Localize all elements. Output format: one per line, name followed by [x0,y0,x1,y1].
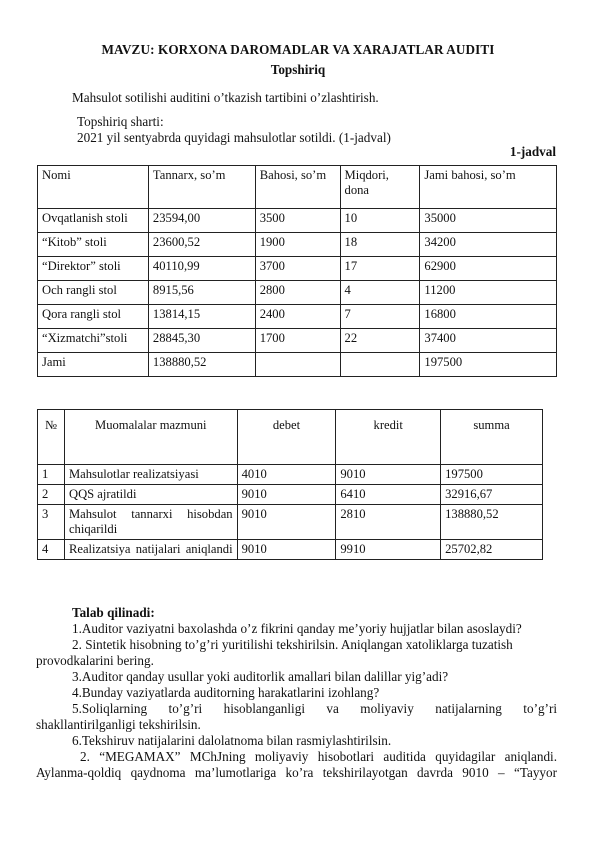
table-header-row [38,166,557,209]
table-cell: 9010 [237,540,336,560]
header-cell: № [38,410,65,465]
condition-label: Topshiriq sharti: [77,114,164,129]
table-row [38,281,557,305]
table-cell: 23594,00 [148,209,255,233]
table-cell: 4 [340,281,420,305]
requirement-item: shakllantirilganligi tekshirilsin. [36,717,201,732]
table-cell: 2 [38,485,65,505]
table-cell: 2810 [336,505,441,540]
table-cell: “Direktor” stoli [38,257,149,281]
table-cell: 17 [340,257,420,281]
requirement-item: 4.Bunday vaziyatlarda auditorning harakatlarini izohlang? [72,685,380,700]
document-title: MAVZU: KORXONA DAROMADLAR VA XARAJATLAR AUDITI [101,42,495,57]
table-cell: 9010 [237,505,336,540]
table-cell: 7 [340,305,420,329]
table-cell: 9010 [336,465,441,485]
table-row [38,540,543,560]
table-cell: 11200 [420,281,557,305]
table-cell: 16800 [420,305,557,329]
header-cell: Muomalalar mazmuni [64,410,237,465]
table-cell: QQS ajratildi [64,485,237,505]
task2-paragraph: Aylanma-qoldiq qaydnoma ma’lumotlariga ko’ra tekshirilayotgan davrda 9010 – “Tayyor [36,765,557,780]
task-text: Mahsulot sotilishi auditini o’tkazish tartibini o’zlashtirish. [72,90,379,105]
table-cell: 22 [340,329,420,353]
requirement-item: 6.Tekshiruv natijalarini dalolatnoma bilan rasmiylashtirilsin. [72,733,392,748]
table-cell: “Xizmatchi”stoli [38,329,149,353]
table-cell: 3700 [255,257,340,281]
table-cell: 62900 [420,257,557,281]
table-cell: Realizatsiya natijalari aniqlandi [64,540,237,560]
table-cell: 1 [38,465,65,485]
table-cell: 40110,99 [148,257,255,281]
table-cell: 35000 [420,209,557,233]
table-cell [255,353,340,377]
table-label: 1-jadval [509,144,556,159]
table-cell: 1900 [255,233,340,257]
table-cell: 23600,52 [148,233,255,257]
requirement-item: 2. Sintetik hisobning to’g’ri yuritilishi tekshirilsin. Aniqlangan xatoliklarga tuzatish [72,637,513,652]
table-cell: 8915,56 [148,281,255,305]
table-header-row [38,410,543,465]
table-cell: “Kitob” stoli [38,233,149,257]
table-cell: 2400 [255,305,340,329]
table-cell: 25702,82 [441,540,543,560]
table-cell: 197500 [441,465,543,485]
table-cell: 9010 [237,485,336,505]
table-cell: Ovqatlanish stoli [38,209,149,233]
table-row [38,485,543,505]
requirement-item: provodkalarini bering. [36,653,154,668]
table-cell: 37400 [420,329,557,353]
condition-text: 2021 yil sentyabrda quyidagi mahsulotlar sotildi. (1-jadval) [77,130,391,145]
header-cell: Jami bahosi, so’m [420,166,557,209]
table-cell: 34200 [420,233,557,257]
header-cell: Tannarx, so’m [148,166,255,209]
table-cell: 4010 [237,465,336,485]
table-cell: 138880,52 [148,353,255,377]
table-cell: 4 [38,540,65,560]
table-cell: Mahsulotlar realizatsiyasi [64,465,237,485]
products-table [37,165,557,377]
table-row [38,465,543,485]
table-cell: 10 [340,209,420,233]
requirement-item: 5.Soliqlarning to’g’ri hisoblanganligi va moliyaviy natijalarning to’g’ri [72,701,557,716]
table-cell: 3500 [255,209,340,233]
table-cell: 9910 [336,540,441,560]
table-row [38,305,557,329]
table-cell: 32916,67 [441,485,543,505]
table-cell: Och rangli stol [38,281,149,305]
table-cell: 138880,52 [441,505,543,540]
header-cell: Bahosi, so’m [255,166,340,209]
header-cell: kredit [336,410,441,465]
requirement-item: 3.Auditor qanday usullar yoki auditorlik amallari bilan dalillar yig’adi? [72,669,449,684]
header-cell: debet [237,410,336,465]
document-subtitle: Topshiriq [270,62,326,77]
requirement-item: 1.Auditor vaziyatni baxolashda o’z fikrini qanday me’yoriy hujjatlar bilan asoslaydi? [72,621,522,636]
table-row [38,209,557,233]
header-cell: Nomi [38,166,149,209]
table-cell: 1700 [255,329,340,353]
table-cell [340,353,420,377]
header-cell: Miqdori, dona [340,166,420,209]
table-cell: 6410 [336,485,441,505]
table-cell: 13814,15 [148,305,255,329]
table-total-row [38,353,557,377]
table-row [38,505,543,540]
table-cell: 18 [340,233,420,257]
table-cell: Qora rangli stol [38,305,149,329]
table-cell: 197500 [420,353,557,377]
task2-paragraph: 2. “MEGAMAX” MChJning moliyaviy hisobotlari auditida quyidagilar aniqlandi. [80,749,557,764]
table-row [38,257,557,281]
transactions-table [37,409,543,560]
table-cell: Mahsulot tannarxi hisobdan chiqarildi [64,505,237,540]
table-cell: 28845,30 [148,329,255,353]
header-cell: summa [441,410,543,465]
table-cell: 2800 [255,281,340,305]
table-row [38,233,557,257]
requirements-heading: Talab qilinadi: [72,605,155,620]
table-row [38,329,557,353]
table-cell: 3 [38,505,65,540]
table-cell: Jami [38,353,149,377]
